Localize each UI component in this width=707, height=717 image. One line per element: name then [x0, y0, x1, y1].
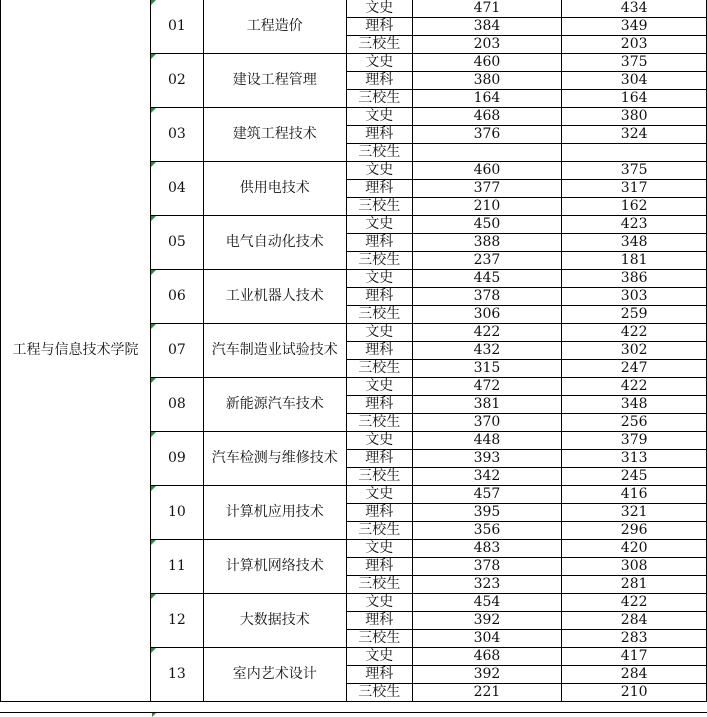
major-code-cell: [150, 162, 203, 216]
min-score-cell: 247: [562, 360, 707, 378]
major-name-cell: 电气自动化技术: [203, 216, 346, 270]
min-score-cell: 422: [562, 324, 707, 342]
cell-comment-marker: [151, 594, 156, 599]
min-score-cell: 162: [562, 198, 707, 216]
min-score-cell: 308: [562, 558, 707, 576]
major-code-cell: [150, 216, 203, 270]
major-code: 04: [167, 180, 186, 196]
min-score-cell: 324: [562, 126, 707, 144]
cell-comment-marker: [151, 0, 156, 5]
major-code: 06: [167, 288, 186, 304]
category-cell: 文史: [346, 108, 412, 126]
major-code-cell: [150, 54, 203, 108]
min-score-cell: 302: [562, 342, 707, 360]
cell-comment-marker: [151, 486, 156, 491]
min-score-cell: 422: [562, 594, 707, 612]
max-score-cell: 356: [412, 522, 562, 540]
category-cell: 文史: [346, 216, 412, 234]
category-cell: 三校生: [346, 306, 412, 324]
major-code-cell: [150, 648, 203, 702]
max-score-cell: 432: [412, 342, 562, 360]
cell-comment-marker: [151, 432, 156, 437]
category-cell: 文史: [346, 324, 412, 342]
major-name-cell: 工程造价: [203, 0, 346, 54]
max-score-cell: 377: [412, 180, 562, 198]
min-score-cell: 375: [562, 54, 707, 72]
max-score-cell: 323: [412, 576, 562, 594]
category-cell: 文史: [346, 270, 412, 288]
max-score-cell: 392: [412, 612, 562, 630]
category-cell: 文史: [346, 486, 412, 504]
max-score-cell: 315: [412, 360, 562, 378]
max-score-cell: 388: [412, 234, 562, 252]
major-code-cell: [150, 324, 203, 378]
major-code-cell: [150, 270, 203, 324]
major-name-cell: 计算机网络技术: [203, 540, 346, 594]
category-cell: 理科: [346, 72, 412, 90]
min-score-cell: 317: [562, 180, 707, 198]
category-cell: 理科: [346, 504, 412, 522]
category-cell: 三校生: [346, 360, 412, 378]
min-score-cell: 380: [562, 108, 707, 126]
major-code: 11: [167, 558, 186, 574]
cell-comment-marker: [151, 162, 156, 167]
min-score-cell: 313: [562, 450, 707, 468]
major-name-cell: 室内艺术设计: [203, 648, 346, 702]
max-score-cell: 445: [412, 270, 562, 288]
major-code-cell: [150, 378, 203, 432]
cell-comment-marker: [152, 713, 156, 717]
min-score-cell: 416: [562, 486, 707, 504]
max-score-cell: 378: [412, 288, 562, 306]
max-score-cell: 381: [412, 396, 562, 414]
category-cell: 理科: [346, 450, 412, 468]
max-score-cell: 395: [412, 504, 562, 522]
category-cell: 理科: [346, 666, 412, 684]
min-score-cell: 281: [562, 576, 707, 594]
category-cell: 三校生: [346, 90, 412, 108]
category-cell: 文史: [346, 162, 412, 180]
category-cell: 文史: [346, 378, 412, 396]
min-score-cell: 420: [562, 540, 707, 558]
max-score-cell: 468: [412, 648, 562, 666]
max-score-cell: 450: [412, 216, 562, 234]
cell-comment-marker: [151, 108, 156, 113]
category-cell: 三校生: [346, 36, 412, 54]
major-code: 09: [167, 450, 186, 466]
category-cell: 三校生: [346, 144, 412, 162]
min-score-cell: 256: [562, 414, 707, 432]
min-score-cell: 379: [562, 432, 707, 450]
max-score-cell: 471: [412, 0, 562, 18]
category-cell: 理科: [346, 126, 412, 144]
max-score-cell: 393: [412, 450, 562, 468]
category-cell: 三校生: [346, 414, 412, 432]
min-score-cell: 284: [562, 666, 707, 684]
major-name-cell: 建筑工程技术: [203, 108, 346, 162]
cell-comment-marker: [151, 648, 156, 653]
cell-comment-marker: [151, 270, 156, 275]
college-name-cell: 工程与信息技术学院: [1, 0, 151, 702]
major-name-cell: 汽车检测与维修技术: [203, 432, 346, 486]
major-code-cell: [150, 540, 203, 594]
max-score-cell: 460: [412, 162, 562, 180]
major-code: 08: [167, 396, 186, 412]
max-score-cell: 306: [412, 306, 562, 324]
category-cell: 文史: [346, 540, 412, 558]
table-row: [1, 0, 707, 18]
major-code: 13: [167, 666, 186, 682]
min-score-cell: 284: [562, 612, 707, 630]
category-cell: 三校生: [346, 468, 412, 486]
max-score-cell: 164: [412, 90, 562, 108]
major-code-cell: [150, 594, 203, 648]
max-score-cell: 392: [412, 666, 562, 684]
major-code: 10: [167, 504, 186, 520]
min-score-cell: 375: [562, 162, 707, 180]
major-code-cell: [150, 108, 203, 162]
major-code-cell: [150, 0, 203, 54]
min-score-cell: 348: [562, 396, 707, 414]
min-score-cell: 259: [562, 306, 707, 324]
major-code: 03: [167, 126, 186, 142]
min-score-cell: 203: [562, 36, 707, 54]
max-score-cell: 468: [412, 108, 562, 126]
cell-comment-marker: [151, 216, 156, 221]
major-code-cell: [150, 486, 203, 540]
category-cell: 三校生: [346, 630, 412, 648]
major-name-cell: 工业机器人技术: [203, 270, 346, 324]
max-score-cell: 460: [412, 54, 562, 72]
category-cell: 三校生: [346, 522, 412, 540]
category-cell: 三校生: [346, 252, 412, 270]
max-score-cell: 203: [412, 36, 562, 54]
major-name-cell: 建设工程管理: [203, 54, 346, 108]
category-cell: 文史: [346, 0, 412, 18]
max-score-cell: 483: [412, 540, 562, 558]
cell-comment-marker: [151, 324, 156, 329]
cell-comment-marker: [151, 378, 156, 383]
major-code: 01: [167, 18, 186, 34]
major-code: 02: [167, 72, 186, 88]
cell-comment-marker: [151, 54, 156, 59]
min-score-cell: 349: [562, 18, 707, 36]
min-score-cell: 164: [562, 90, 707, 108]
max-score-cell: 454: [412, 594, 562, 612]
min-score-cell: [562, 144, 707, 162]
min-score-cell: 210: [562, 684, 707, 702]
min-score-cell: 434: [562, 0, 707, 18]
max-score-cell: 448: [412, 432, 562, 450]
min-score-cell: 296: [562, 522, 707, 540]
major-name-cell: 计算机应用技术: [203, 486, 346, 540]
max-score-cell: 342: [412, 468, 562, 486]
max-score-cell: 422: [412, 324, 562, 342]
min-score-cell: 422: [562, 378, 707, 396]
max-score-cell: 376: [412, 126, 562, 144]
category-cell: 文史: [346, 432, 412, 450]
category-cell: 三校生: [346, 198, 412, 216]
category-cell: 理科: [346, 18, 412, 36]
max-score-cell: 378: [412, 558, 562, 576]
major-code: 12: [167, 612, 186, 628]
min-score-cell: 304: [562, 72, 707, 90]
min-score-cell: 283: [562, 630, 707, 648]
min-score-cell: 417: [562, 648, 707, 666]
min-score-cell: 303: [562, 288, 707, 306]
min-score-cell: 386: [562, 270, 707, 288]
min-score-cell: 181: [562, 252, 707, 270]
cell-comment-marker: [151, 540, 156, 545]
max-score-cell: 380: [412, 72, 562, 90]
category-cell: 理科: [346, 234, 412, 252]
major-name-cell: 供用电技术: [203, 162, 346, 216]
category-cell: 文史: [346, 648, 412, 666]
min-score-cell: 348: [562, 234, 707, 252]
max-score-cell: 210: [412, 198, 562, 216]
max-score-cell: 221: [412, 684, 562, 702]
category-cell: 三校生: [346, 684, 412, 702]
category-cell: 理科: [346, 612, 412, 630]
max-score-cell: 457: [412, 486, 562, 504]
next-row-border: [0, 712, 707, 716]
category-cell: 三校生: [346, 576, 412, 594]
major-code: 05: [167, 234, 186, 250]
category-cell: 文史: [346, 54, 412, 72]
max-score-cell: 472: [412, 378, 562, 396]
max-score-cell: 384: [412, 18, 562, 36]
max-score-cell: [412, 144, 562, 162]
max-score-cell: 304: [412, 630, 562, 648]
major-name-cell: 新能源汽车技术: [203, 378, 346, 432]
min-score-cell: 245: [562, 468, 707, 486]
category-cell: 理科: [346, 288, 412, 306]
min-score-cell: 423: [562, 216, 707, 234]
category-cell: 理科: [346, 396, 412, 414]
category-cell: 文史: [346, 594, 412, 612]
max-score-cell: 237: [412, 252, 562, 270]
category-cell: 理科: [346, 342, 412, 360]
major-name-cell: 汽车制造业试验技术: [203, 324, 346, 378]
max-score-cell: 370: [412, 414, 562, 432]
category-cell: 理科: [346, 558, 412, 576]
table-body: [1, 0, 707, 702]
major-code: 07: [167, 342, 186, 358]
major-code-cell: [150, 432, 203, 486]
category-cell: 理科: [346, 180, 412, 198]
min-score-cell: 321: [562, 504, 707, 522]
major-name-cell: 大数据技术: [203, 594, 346, 648]
